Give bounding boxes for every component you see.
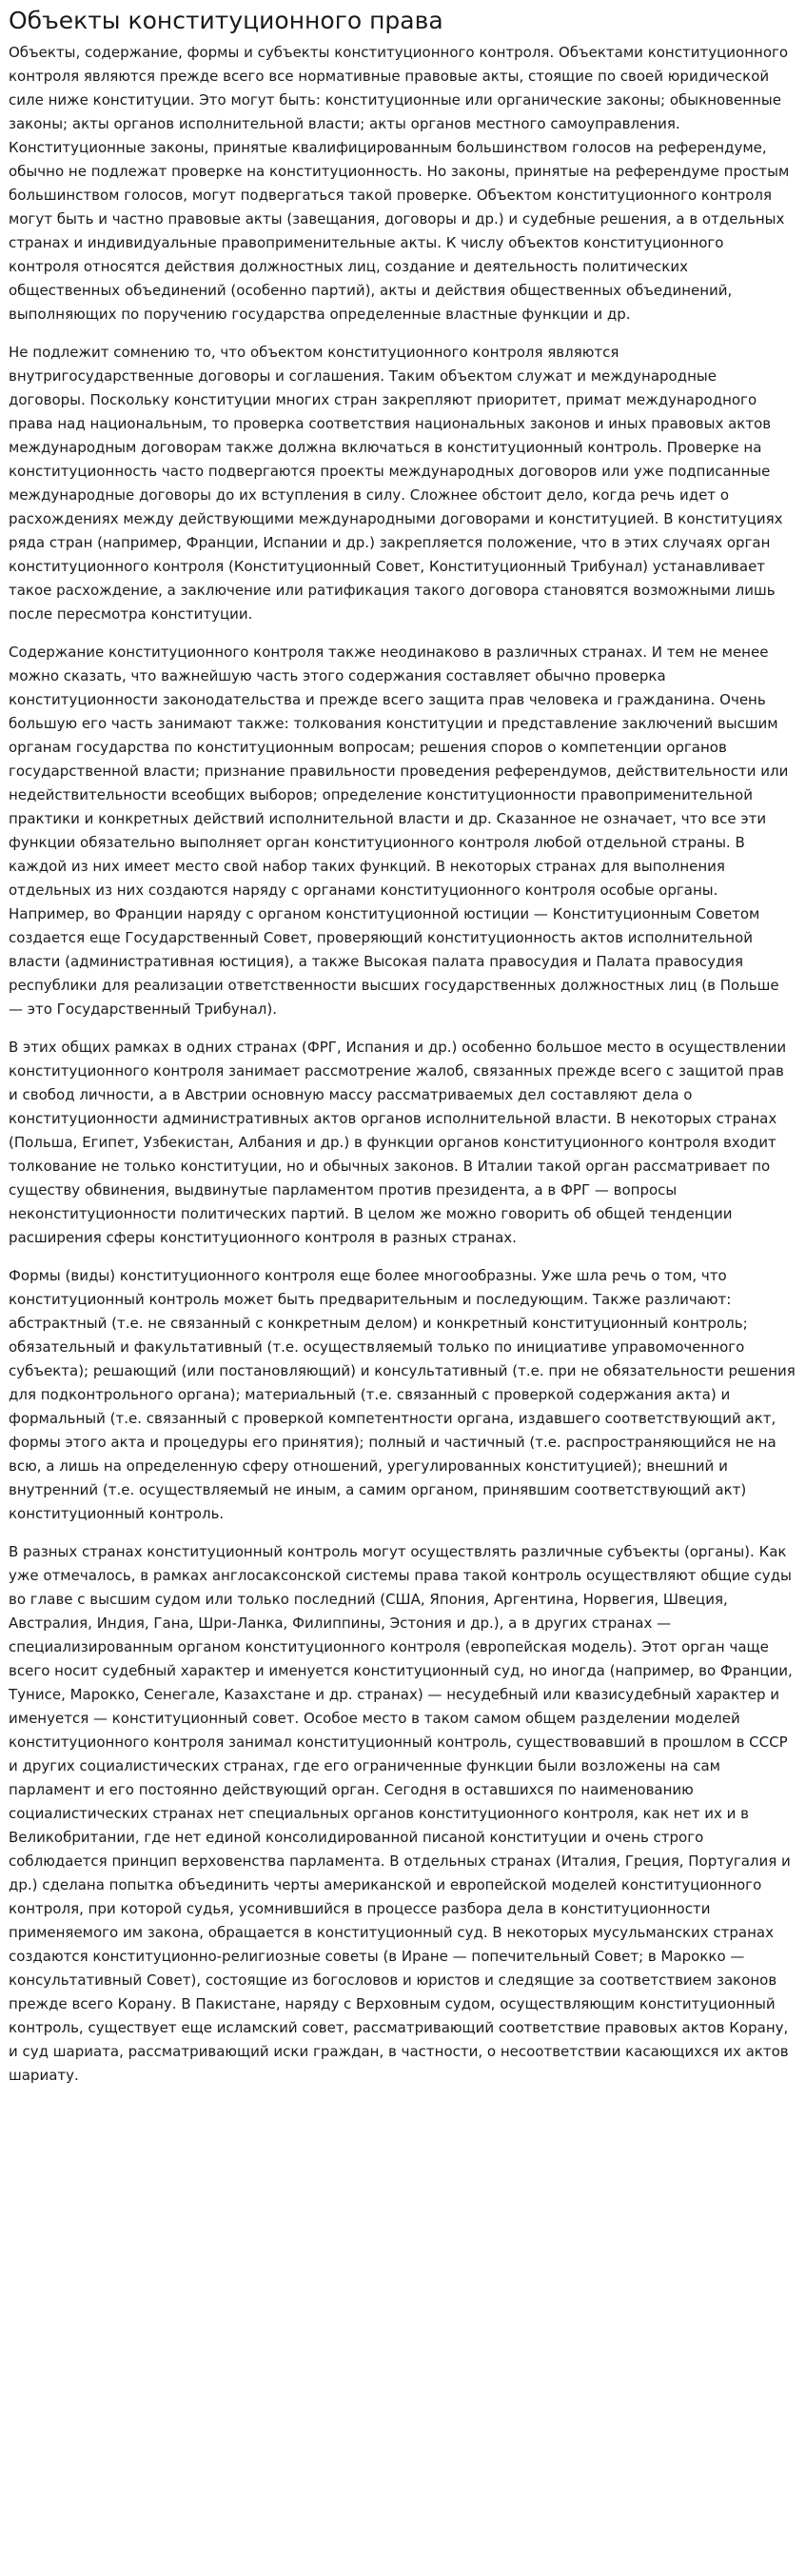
paragraph-content: Содержание конституционного контроля также неодинаково в различных странах. И тем не менее можно сказать, что важнейшую часть этого содержания составляет обычно проверка конституционности законодательства и прежде всего защита прав человека и гражданина. Очень большую его часть занимают также: толкования конституции и представление заключений высшим органам государства по конституционным вопросам; решения споров о компетенции органов государственной власти; признание правильности проведения референдумов, действительности или недействительности всеобщих выборов; определение конституционности правоприменительной практики и конкретных действий исполнительной власти и др. Сказанное не означает, что все эти функции обязательно выполняет орган конституционного контроля любой отдельной страны. В каждой из них имеет место свой набор таких функций. В некоторых странах для выполнения отдельных из них создаются наряду с органами конституционного контроля особые органы. Например, во Франции наряду с органом конституционной юстиции — Конституционным Советом создается еще Государственный Совет, проверяющий конституционность актов исполнительной власти (административная юстиция), а также Высокая палата правосудия и Палата правосудия республики для реализации ответственности высших государственных должностных лиц (в Польше — это Государственный Трибунал). [9,644,789,1018]
paragraph-subjects: В разных странах конституционный контроль могут осуществлять различные субъекты (органы). Как уже отмечалось, в рамках англосаксонской системы права такой контроль осуществляют общие суды во главе с высшим судом или только последний (США, Япония, Аргентина, Норвегия, Швеция, Австралия, Индия, Гана, Шри-Ланка, Филиппины, Эстония и др.), а в других странах — специализированным органом конституционного контроля (европейская модель). Этот орган чаще всего носит судебный характер и именуется конституционный суд, но иногда (например, во Франции, Тунисе, Марокко, Сенегале, Казахстане и др. странах) — несудебный или квазисудебный характер и именуется — конституционный совет. Особое место в таком самом общем разделении моделей конституционного контроля занимал конституционный контроль, существовавший в прошлом в СССР и других социалистических странах, где его ограниченные функции были возложены на сам парламент и его постоянно действующий орган. Сегодня в оставшихся по наименованию социалистических странах нет специальных органов конституционного контроля, как нет их и в Великобритании, где нет единой консолидированной писаной конституции и очень строго соблюдается принцип верховенства парламента. В отдельных странах (Италия, Греция, Португалия и др.) сделана попытка объединить черты американской и европейской моделей конституционного контроля, при которой судья, усомнившийся в процессе разбора дела в конституционности применяемого им закона, обращается в конституционный суд. В некоторых мусульманских странах создаются конституционно-религиозные советы (в Иране — попечительный Совет; в Марокко — консультативный Совет), состоящие из богословов и юристов и следящие за соответствием законов прежде всего Корану. В Пакистане, наряду с Верховным судом, осуществляющим конституционный контроль, существует еще исламский совет, рассматривающий соответствие правовых актов Корану, и суд шариата, рассматривающий иски граждан, в частности, о несоответствии касающихся их актов шариату. [9,1543,793,2084]
paragraph-forms: Формы (виды) конституционного контроля еще более многообразны. Уже шла речь о том, что конституционный контроль может быть предварительным и последующим. Также различают: абстрактный (т.е. не связанный с конкретным делом) и конкретный конституционный контроль; обязательный и факультативный (т.е. осуществляемый только по инициативе управомоченного субъекта); решающий (или постановляющий) и консультативный (т.е. при не обязательности решения для подконтрольного органа); материальный (т.е. связанный с проверкой содержания акта) и формальный (т.е. связанный с проверкой компетентности органа, издавшего соответствующий акт, формы этого акта и процедуры его принятия); полный и частичный (т.е. распространяющийся не на всю, а лишь на определенную сферу отношений, урегулированных конституцией); внешний и внутренний (т.е. осуществляемый не иным, а самим органом, принявшим соответствующий акт) конституционный контроль. [9,1267,796,1522]
paragraph-general-scope: В этих общих рамках в одних странах (ФРГ, Испания и др.) особенно большое место в осуществлении конституционного контроля занимает рассмотрение жалоб, связанных прежде всего с защитой прав и свобод личности, а в Австрии основную массу рассматриваемых дел составляют дела о конституционности административных актов органов исполнительной власти. В некоторых странах (Польша, Египет, Узбекистан, Албания и др.) в функции органов конституционного контроля входит толкование не только конституции, но и обычных законов. В Италии такой орган рассматривает по существу обвинения, выдвинутые парламентом против президента, а в ФРГ — вопросы неконституционности политических партий. В целом же можно говорить об общей тенденции расширения сферы конституционного контроля в разных странах. [9,1039,787,1246]
article-body [9,41,797,2088]
paragraph-objects: Объекты, содержание, формы и субъекты конституционного контроля. Объектами конституционного контроля являются прежде всего все нормативные правовые акты, стоящие по своей юридической силе ниже конституции. Это могут быть: конституционные или органические законы; обыкновенные законы; акты органов исполнительной власти; акты органов местного самоуправления. Конституционные законы, принятые квалифицированным большинством голосов на референдуме, обычно не подлежат проверке на конституционность. Но законы, принятые на референдуме простым большинством голосов, могут подвергаться такой проверке. Объектом конституционного контроля могут быть и частно правовые акты (завещания, договоры и др.) и судебные решения, а в отдельных странах и индивидуальные правоприменительные акты. К числу объектов конституционного контроля относятся действия должностных лиц, создание и деятельность политических общественных объединений (особенно партий), акты и действия общественных объединений, выполняющих по поручению государства определенные властные функции и др. [9,44,790,323]
page-title: Объекты конституционного права [9,7,443,34]
paragraph-treaties: Не подлежит сомнению то, что объектом конституционного контроля являются внутригосударственные договоры и соглашения. Таким объектом служат и международные договоры. Поскольку конституции многих стран закрепляют приоритет, примат международного права над национальным, то проверка соответствия национальных законов и иных правовых актов международным договорам также должна включаться в конституционный контроль. Проверке на конституционность часто подвергаются проекты международных договоров или уже подписанные международные договоры до их вступления в силу. Сложнее обстоит дело, когда речь идет о расхождениях между действующими международными договорами и конституцией. В конституциях ряда стран (например, Франции, Испании и др.) закрепляется положение, что в этих случаях орган конституционного контроля (Конституционный Совет, Конституционный Трибунал) устанавливает такое расхождение, а заключение или ратификация такого договора становятся возможными лишь после пересмотра конституции. [9,344,783,623]
